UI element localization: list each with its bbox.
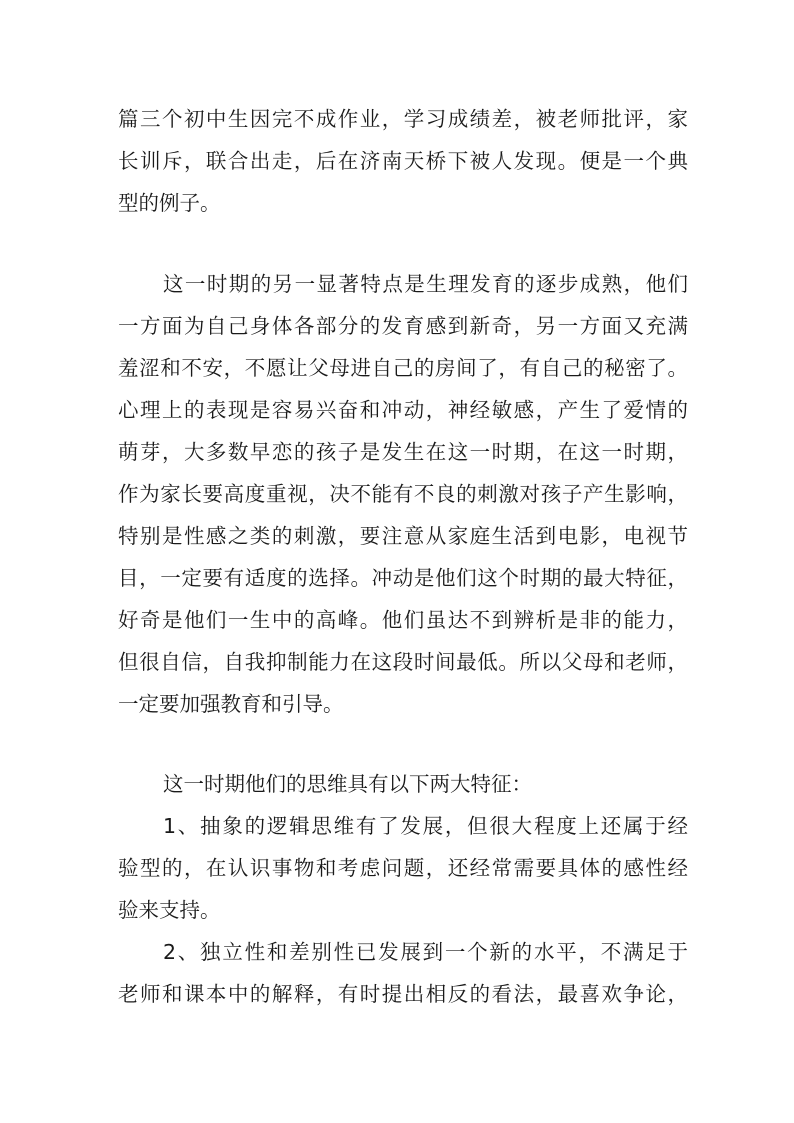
text-line: 篇三个初中生因完不成作业，学习成绩差，被老师批评，家 xyxy=(118,107,688,131)
text-line: 这一时期他们的思维具有以下两大特征： xyxy=(163,772,532,796)
text-line: 2、独立性和差别性已发展到一个新的水平，不满足于 xyxy=(163,940,688,964)
text-line: 萌芽，大多数早恋的孩子是发生在这一时期，在这一时期， xyxy=(118,440,688,464)
text-line: 长训斥，联合出走，后在济南天桥下被人发现。便是一个典 xyxy=(118,149,688,173)
text-line: 作为家长要高度重视，决不能有不良的刺激对孩子产生影响， xyxy=(118,482,688,506)
text-line: 这一时期的另一显著特点是生理发育的逐步成熟，他们 xyxy=(163,272,688,296)
text-line: 但很自信，自我抑制能力在这段时间最低。所以父母和老师， xyxy=(118,650,688,674)
text-line: 一方面为自己身体各部分的发育感到新奇，另一方面又充满 xyxy=(118,314,688,338)
text-line: 老师和课本中的解释，有时提出相反的看法，最喜欢争论， xyxy=(118,982,688,1006)
text-line: 好奇是他们一生中的高峰。他们虽达不到辨析是非的能力， xyxy=(118,608,688,632)
text-line: 羞涩和不安，不愿让父母进自己的房间了，有自己的秘密了。 xyxy=(118,356,688,380)
text-line: 型的例子。 xyxy=(118,191,221,215)
text-line: 验型的，在认识事物和考虑问题，还经常需要具体的感性经 xyxy=(118,856,688,880)
text-line: 1、抽象的逻辑思维有了发展，但很大程度上还属于经 xyxy=(163,814,688,838)
text-line: 目，一定要有适度的选择。冲动是他们这个时期的最大特征， xyxy=(118,566,688,590)
text-line: 心理上的表现是容易兴奋和冲动，神经敏感，产生了爱情的 xyxy=(118,398,688,422)
text-line: 验来支持。 xyxy=(118,898,221,922)
text-line: 一定要加强教育和引导。 xyxy=(118,692,344,716)
text-line: 特别是性感之类的刺激，要注意从家庭生活到电影，电视节 xyxy=(118,524,688,548)
